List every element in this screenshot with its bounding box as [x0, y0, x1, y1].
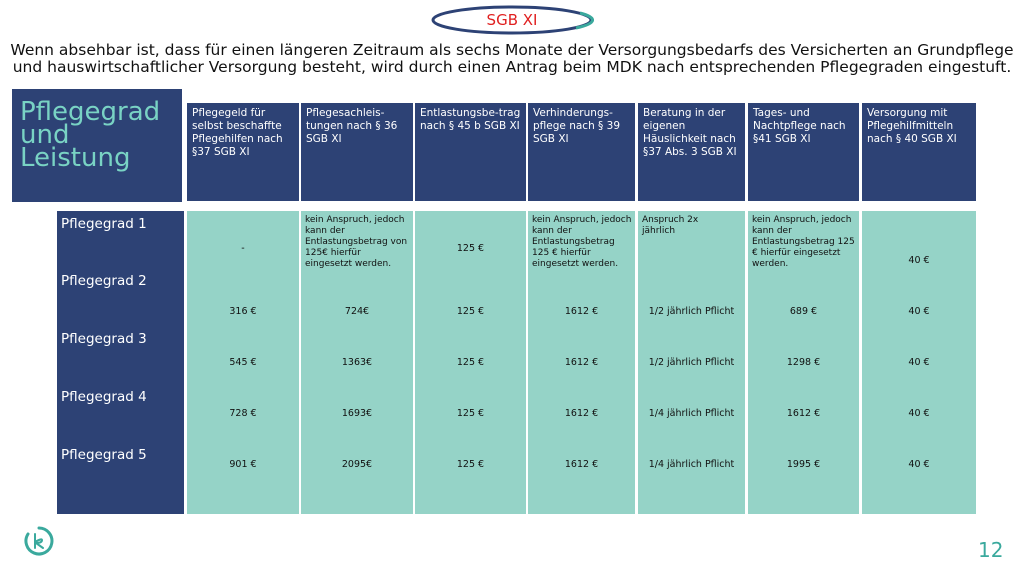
- note-tages-nachtpflege: kein Anspruch, jedoch kann der Entlastungsbetrag 125 € hierfür eingesetzt werden.: [752, 215, 855, 269]
- cell-sach-3: 1363€: [341, 357, 373, 368]
- cell-tages-4: 1612 €: [786, 408, 821, 419]
- cell-entlastung-4: 125 €: [456, 408, 485, 419]
- cell-hilfs-4: 40 €: [908, 408, 930, 419]
- column-pflegegeld: [187, 211, 299, 514]
- cell-sach-4: 1693€: [341, 408, 373, 419]
- cell-beratung-3: 1/2 jährlich Pflicht: [648, 357, 735, 368]
- note-pflegesachleistungen: kein Anspruch, jedoch kann der Entlastungsbetrag von 125€ hierfür eingesetzt werden.: [305, 215, 408, 269]
- cell-tages-3: 1298 €: [786, 357, 821, 368]
- pflegegrad-5-label: Pflegegrad 5: [61, 447, 147, 463]
- title-line-3: Leistung: [20, 143, 131, 173]
- header-entlastungsbetrag: Entlastungsbe-trag nach § 45 b SGB XI: [415, 103, 526, 201]
- cell-pflegegeld-4: 728 €: [229, 408, 257, 419]
- cell-entlastung-1: 125 €: [456, 243, 485, 254]
- cell-tages-5: 1995 €: [786, 459, 821, 470]
- cell-pflegegeld-1: -: [241, 243, 245, 254]
- column-beratung: [638, 211, 745, 514]
- page-number: 12: [978, 538, 1004, 562]
- cell-sach-5: 2095€: [341, 459, 373, 470]
- pflegegrad-3-label: Pflegegrad 3: [61, 331, 147, 347]
- cell-pflegegeld-3: 545 €: [229, 357, 257, 368]
- intro-text: Wenn absehbar ist, dass für einen längeren Zeitraum als sechs Monate der Versorgungsbedarfs des Versicherten an Grundpflege und hauswirtschaftlicher Versorgung besteht, wird durch einen Antrag beim MDK nach entsprechenden Pflegegraden eingestuft.: [10, 41, 1014, 76]
- cell-verh-2: 1612 €: [564, 306, 599, 317]
- column-verhinderungspflege: [528, 211, 635, 514]
- cell-beratung-5: 1/4 jährlich Pflicht: [648, 459, 735, 470]
- header-pflegegeld: Pflegegeld für selbst beschaffte Pflegehilfen nach §37 SGB XI: [187, 103, 299, 201]
- sgb-xi-badge: [430, 4, 594, 36]
- column-tages-nachtpflege: [748, 211, 859, 514]
- cell-tages-2: 689 €: [789, 306, 818, 317]
- pflegegrad-1-label: Pflegegrad 1: [61, 216, 147, 232]
- cell-pflegegeld-2: 316 €: [229, 306, 257, 317]
- cell-verh-3: 1612 €: [564, 357, 599, 368]
- note-verhinderungspflege: kein Anspruch, jedoch kann der Entlastungsbetrag 125 € hierfür eingesetzt werden.: [532, 215, 632, 269]
- k-circle-logo-icon: [24, 526, 54, 556]
- cell-verh-5: 1612 €: [564, 459, 599, 470]
- column-pflegesachleistungen: [301, 211, 413, 514]
- cell-beratung-4: 1/4 jährlich Pflicht: [648, 408, 735, 419]
- cell-verh-4: 1612 €: [564, 408, 599, 419]
- cell-beratung-2: 1/2 jährlich Pflicht: [648, 306, 735, 317]
- header-verhinderungspflege: Verhinderungs-pflege nach § 39 SGB XI: [528, 103, 635, 201]
- cell-entlastung-2: 125 €: [456, 306, 485, 317]
- page-title: [20, 97, 180, 173]
- header-tages-nachtpflege: Tages- und Nachtpflege nach §41 SGB XI: [748, 103, 859, 201]
- cell-hilfs-3: 40 €: [908, 357, 930, 368]
- title-line-2: und: [20, 120, 70, 150]
- pflegegrad-2-label: Pflegegrad 2: [61, 273, 147, 289]
- header-pflegehilfsmittel: Versorgung mit Pflegehilfmitteln nach § 40 SGB XI: [862, 103, 976, 201]
- title-box: [12, 89, 182, 202]
- badge-label: SGB XI: [486, 11, 538, 29]
- cell-hilfs-1: 40 €: [908, 255, 930, 266]
- pflegegrad-4-label: Pflegegrad 4: [61, 389, 147, 405]
- pflegegrad-column: [57, 211, 184, 514]
- column-pflegehilfsmittel: [862, 211, 976, 514]
- column-entlastungsbetrag: [415, 211, 526, 514]
- header-beratung: Beratung in der eigenen Häuslichkeit nach §37 Abs. 3 SGB XI: [638, 103, 745, 201]
- note-beratung: Anspruch 2x jährlich: [642, 215, 699, 236]
- cell-entlastung-3: 125 €: [456, 357, 485, 368]
- header-pflegesachleistungen: Pflegesachleis-tungen nach § 36 SGB XI: [301, 103, 413, 201]
- title-line-1: Pflegegrad: [20, 97, 161, 127]
- cell-sach-2: 724€: [344, 306, 370, 317]
- cell-pflegegeld-5: 901 €: [229, 459, 257, 470]
- cell-hilfs-2: 40 €: [908, 306, 930, 317]
- cell-entlastung-5: 125 €: [456, 459, 485, 470]
- cell-hilfs-5: 40 €: [908, 459, 930, 470]
